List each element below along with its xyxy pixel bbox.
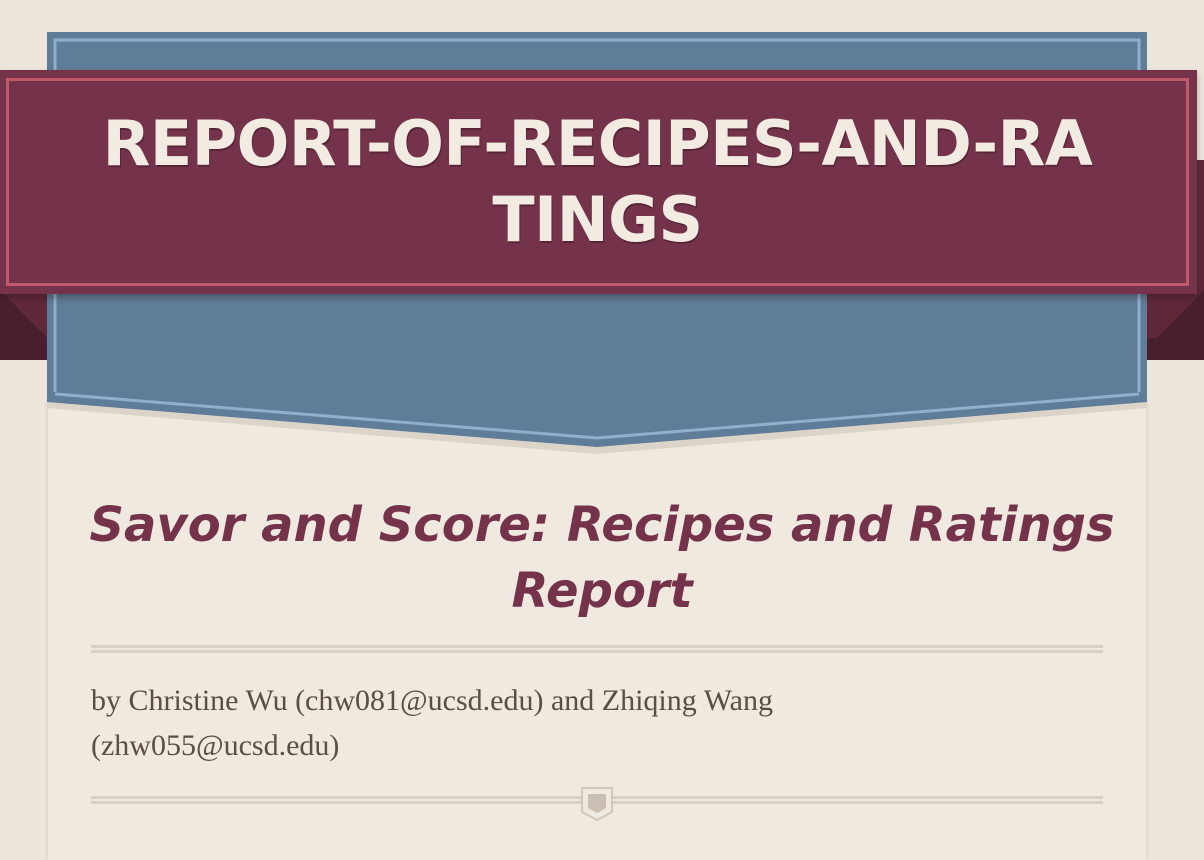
- shield-ornament-icon: [580, 786, 614, 822]
- title-banner: [0, 70, 1197, 294]
- report-subtitle: Savor and Score: Recipes and Ratings Report: [89, 497, 1115, 619]
- divider-top: [91, 645, 1103, 653]
- author-byline: by Christine Wu (chw081@ucsd.edu) and Zhiqing Wang (zhw055@ucsd.edu): [91, 684, 773, 762]
- page-title: REPORT-OF-RECIPES-AND-RATINGS: [102, 107, 1093, 256]
- title-banner-border: [6, 78, 1189, 286]
